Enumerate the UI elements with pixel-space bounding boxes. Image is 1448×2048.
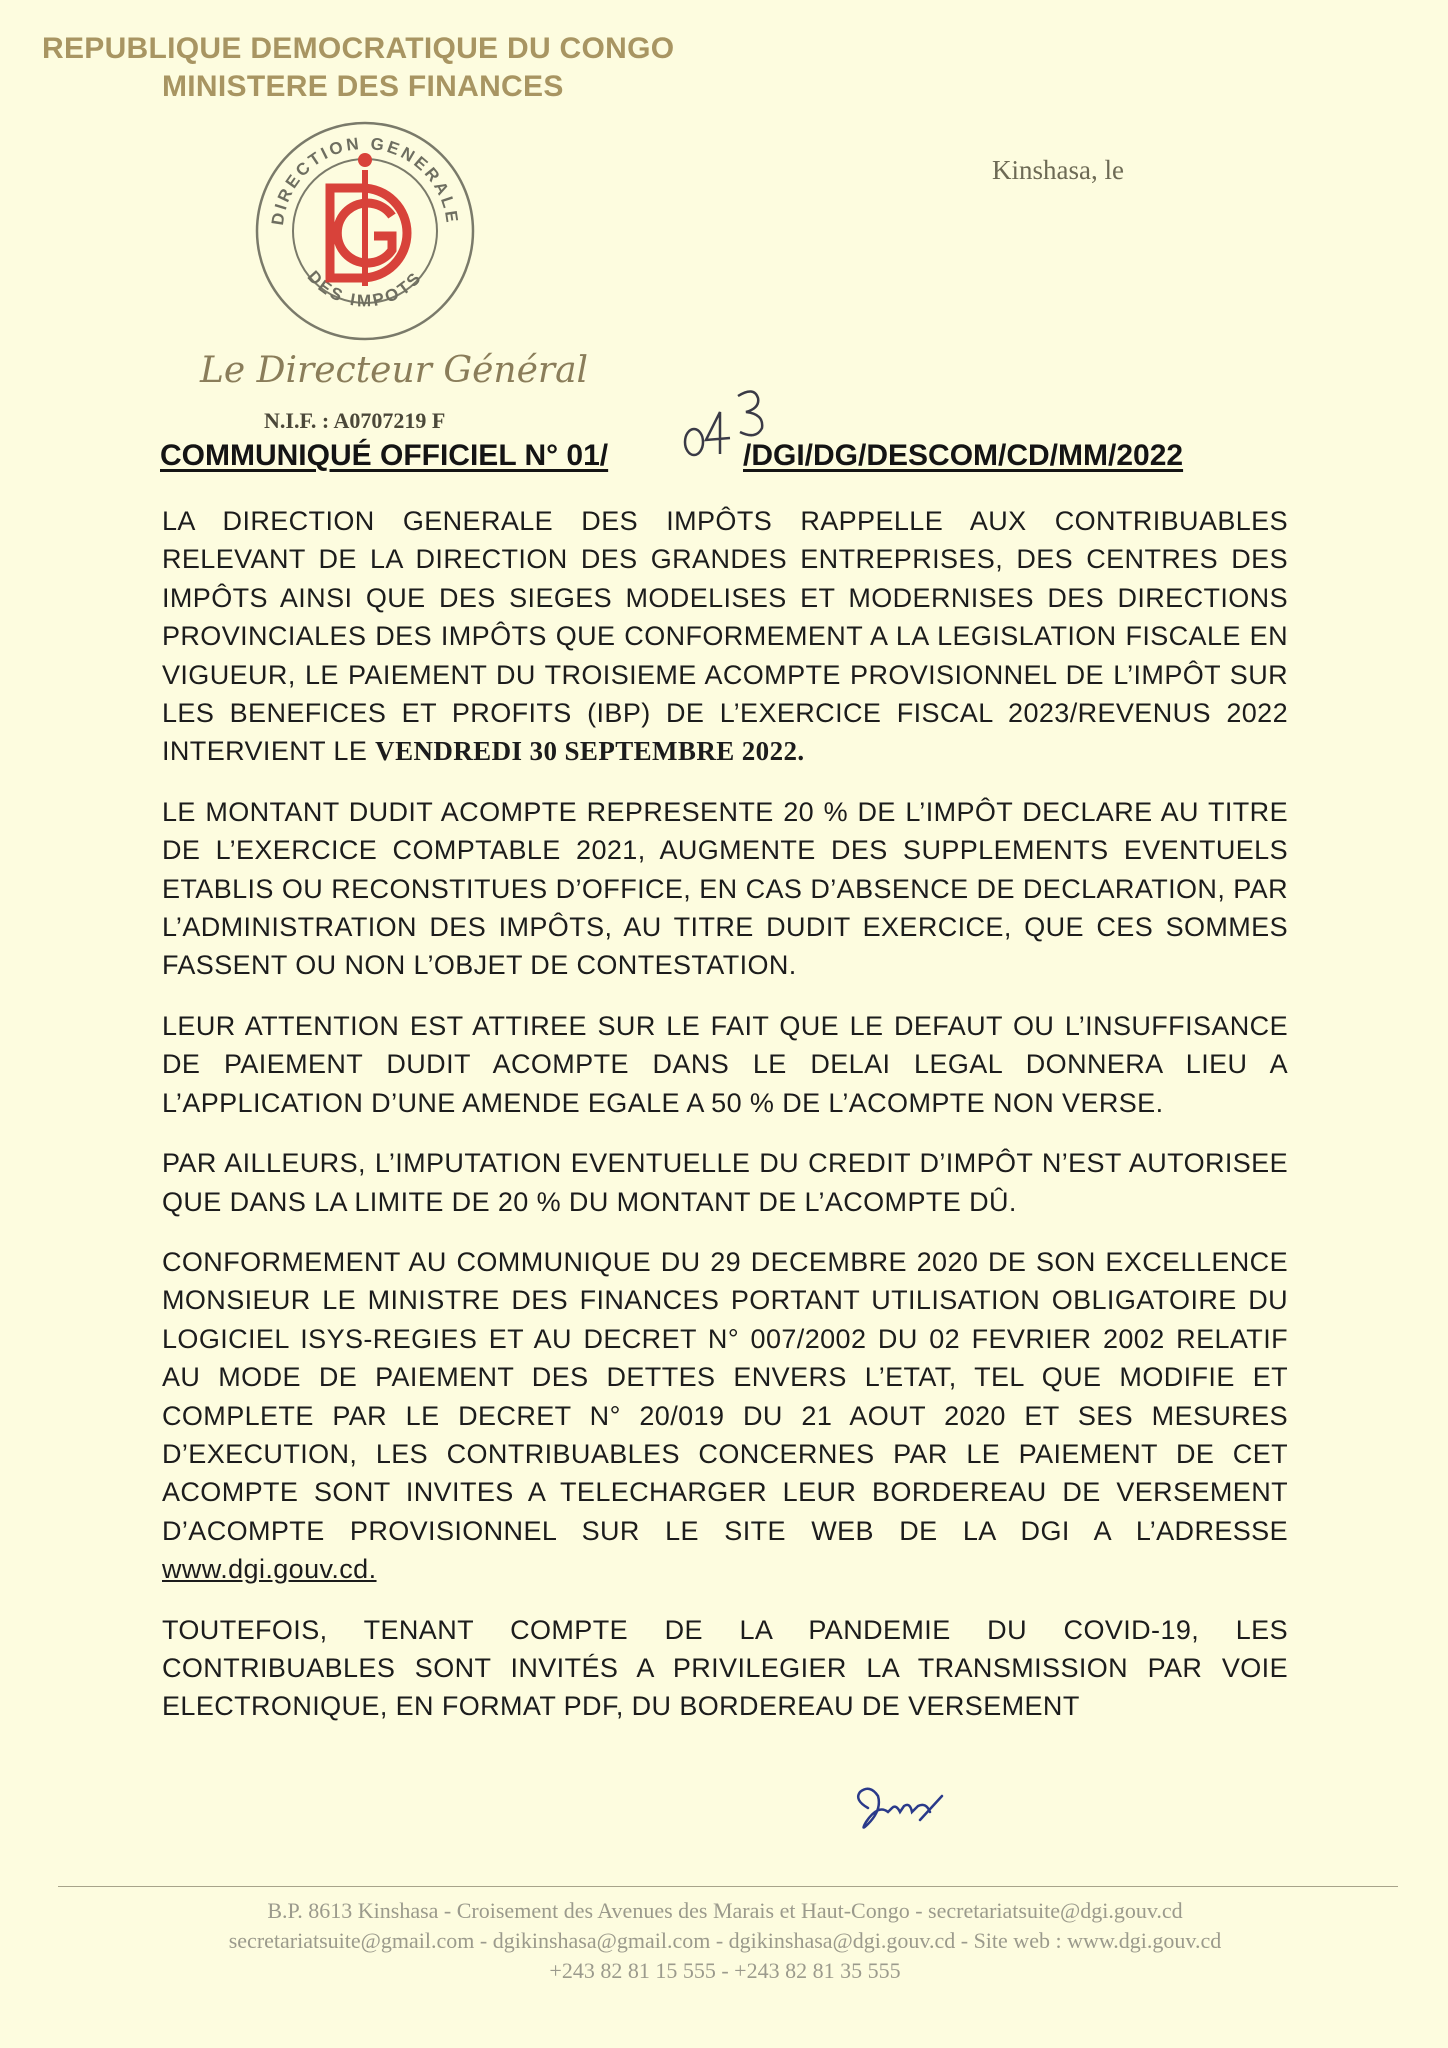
paragraph-4: PAR AILLEURS, L’IMPUTATION EVENTUELLE DU CREDIT D’IMPÔT N’EST AUTORISEE QUE DANS LA LIMITE DE 20 % DU MONTANT DE L’ACOMPTE DÛ.	[162, 1148, 1288, 1217]
header-ministry: MINISTERE DES FINANCES	[162, 70, 564, 103]
footer-divider	[58, 1886, 1398, 1887]
dgi-website-link[interactable]: www.dgi.gouv.cd.	[162, 1554, 377, 1585]
deadline-date: VENDREDI 30 SEPTEMBRE 2022.	[375, 736, 805, 767]
footer-emails: secretariatsuite@gmail.com - dgikinshasa@gmail.com - dgikinshasa@dgi.gouv.cd - Site web : www.dgi.gouv.cd	[228, 1928, 1222, 1953]
paragraph-2: LE MONTANT DUDIT ACOMPTE REPRESENTE 20 % DE L’IMPÔT DECLARE AU TITRE DE L’EXERCICE COMPTABLE 2021, AUGMENTE DES SUPPLEMENTS EVENTUELS ETABLIS OU RECONSTITUES D’OFFICE, EN CAS D’ABSENCE DE DECLARATION, PAR L’ADMINISTRATION DES IMPÔTS, AU TITRE DUDIT EXERCICE, QUE CES SOMMES FASSENT OU NON L’OBJET DE CONTESTATION.	[162, 796, 1288, 981]
communique-body	[162, 502, 1288, 1748]
header-country: REPUBLIQUE DEMOCRATIQUE DU CONGO	[42, 32, 675, 65]
paragraph-5-text: CONFORMEMENT AU COMMUNIQUE DU 29 DECEMBRE 2020 DE SON EXCELLENCE MONSIEUR LE MINISTRE DES FINANCES PORTANT UTILISATION OBLIGATOIRE DU LOGICIEL ISYS-REGIES ET AU DECRET N° 007/2002 DU 02 FEVRIER 2002 RELATIF AU MODE DE PAIEMENT DES DETTES ENVERS L’ETAT, TEL QUE MODIFIE ET COMPLETE PAR LE DECRET N° 20/019 DU 21 AOUT 2020 ET SES MESURES D’EXECUTION, LES CONTRIBUABLES CONCERNES PAR LE PAIEMENT DE CET ACOMPTE SONT INVITES A TELECHARGER LEUR BORDEREAU DE VERSEMENT D’ACOMPTE PROVISIONNEL SUR LE SITE WEB DE LA DGI A L’ADRESSE	[162, 1246, 1288, 1546]
communique-reference	[160, 437, 1248, 483]
reference-prefix: COMMUNIQUÉ OFFICIEL N° 01/	[160, 439, 609, 472]
paragraph-3: LEUR ATTENTION EST ATTIREE SUR LE FAIT QUE LE DEFAUT OU L’INSUFFISANCE DE PAIEMENT DUDIT ACOMPTE DANS LE DELAI LEGAL DONNERA LIEU A L’APPLICATION D’UNE AMENDE EGALE A 50 % DE L’ACOMPTE NON VERSE.	[162, 1010, 1288, 1118]
nif-number: N.I.F. : A0707219 F	[264, 408, 446, 433]
paragraph-1	[162, 502, 1288, 771]
place-date: Kinshasa, le	[992, 155, 1124, 185]
reference-suffix: /DGI/DG/DESCOM/CD/MM/2022	[743, 439, 1184, 472]
paragraph-1-text: LA DIRECTION GENERALE DES IMPÔTS RAPPELLE AUX CONTRIBUABLES RELEVANT DE LA DIRECTION DES GRANDES ENTREPRISES, DES CENTRES DES IMPÔTS AINSI QUE DES SIEGES MODELISES ET MODERNISES DES DIRECTIONS PROVINCIALES DES IMPÔTS QUE CONFORMEMENT A LA LEGISLATION FISCALE EN VIGUEUR, LE PAIEMENT DU TROISIEME ACOMPTE PROVISIONNEL DE L’IMPÔT SUR LES BENEFICES ET PROFITS (IBP) DE L’EXERCICE FISCAL 2023/REVENUS 2022 INTERVIENT LE	[162, 506, 1288, 767]
seal-bottom-text: DES IMPOTS	[303, 267, 427, 311]
footer-phones: +243 82 81 15 555 - +243 82 81 35 555	[549, 1958, 901, 1983]
dgi-seal-icon	[252, 118, 478, 344]
footer-address: B.P. 8613 Kinshasa - Croisement des Avenues des Marais et Haut-Congo - secretariatsuite@dgi.gouv.cd	[267, 1898, 1183, 1923]
footer	[100, 1896, 1350, 1986]
director-title: Le Directeur Général	[200, 350, 589, 391]
paragraph-5	[162, 1243, 1288, 1589]
signature-initials	[848, 1778, 958, 1838]
seal-top-text: DIRECTION GENERALE	[267, 133, 462, 227]
paragraph-6: TOUTEFOIS, TENANT COMPTE DE LA PANDEMIE DU COVID-19, LES CONTRIBUABLES SONT INVITÉS A PRIVILEGIER LA TRANSMISSION PAR VOIE ELECTRONIQUE, EN FORMAT PDF, DU BORDEREAU DE VERSEMENT	[162, 1614, 1288, 1722]
